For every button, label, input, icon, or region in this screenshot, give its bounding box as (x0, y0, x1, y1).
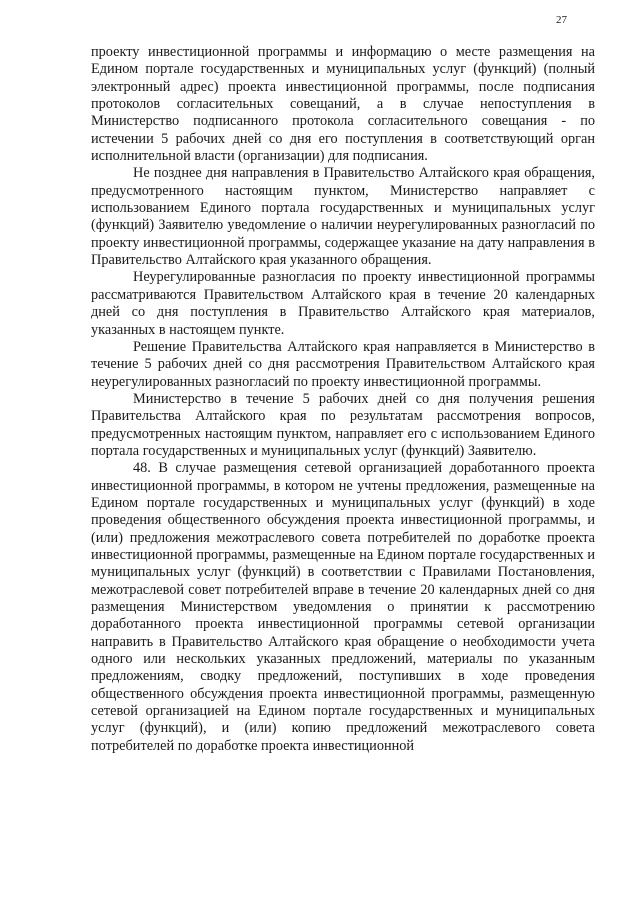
paragraph: Решение Правительства Алтайского края направляется в Министерство в течение 5 рабочих дней со дня рассмотрения Правительством Алтайского края неурегулированных разногласий по проекту инвестиционной программы. (91, 338, 595, 390)
paragraph: Не позднее дня направления в Правительство Алтайского края обращения, предусмотренного настоящим пунктом, Министерство направляет с использованием Единого портала государственных и муниципальных услуг (функций) Заявителю уведомление о наличии неурегулированных разногласий по проекту инвестиционной программы, содержащее указание на дату направления в Правительство Алтайского края указанного обращения. (91, 165, 595, 269)
paragraph: Неурегулированные разногласия по проекту инвестиционной программы рассматриваются Правительством Алтайского края в течение 20 календарных дней со дня поступления в Правительство Алтайского края материалов, указанных в настоящем пункте. (91, 269, 595, 338)
paragraph: Министерство в течение 5 рабочих дней со дня получения решения Правительства Алтайского края по результатам рассмотрения вопросов, предусмотренных настоящим пунктом, направляет его с использованием Единого портала государственных и муниципальных услуг (функций) Заявителю. (91, 390, 595, 459)
paragraph-continuation: проекту инвестиционной программы и информацию о месте размещения на Едином портале государственных и муниципальных услуг (функций) (полный электронный адрес) проекта инвестиционной программы, после подписания протоколов согласительных совещаний, а в случае непоступления в Министерство подписанного протокола согласительного совещания - по истечении 5 рабочих дней со дня его поступления в соответствующий орган исполнительной власти (организации) для подписания. (91, 44, 595, 165)
page-number: 27 (556, 14, 567, 26)
document-body (91, 44, 595, 755)
paragraph-item-48: 48. В случае размещения сетевой организацией доработанного проекта инвестиционной программы, в котором не учтены предложения, размещенные на Едином портале государственных и муниципальных услуг (функций) в ходе проведения общественного обсуждения проекта инвестиционной программы, и (или) предложения межотраслевого совета потребителей по доработке проекта инвестиционной программы, размещенные на Едином портале государственных и муниципальных услуг (функций) в соответствии с Правилами Постановления, межотраслевой совет потребителей вправе в течение 20 календарных дней со дня размещения Министерством уведомления о принятии к рассмотрению доработанного проекта инвестиционной программы сетевой организации направить в Правительство Алтайского края обращение о необходимости учета одного или нескольких указанных предложений, материалы по указанным предложениям, сводку предложений, поступивших в ходе проведения общественного обсуждения проекта инвестиционной программы, размещенную сетевой организацией на Едином портале государственных и муниципальных услуг (функций), и (или) копию предложений межотраслевого совета потребителей по доработке проекта инвестиционной (91, 460, 595, 754)
